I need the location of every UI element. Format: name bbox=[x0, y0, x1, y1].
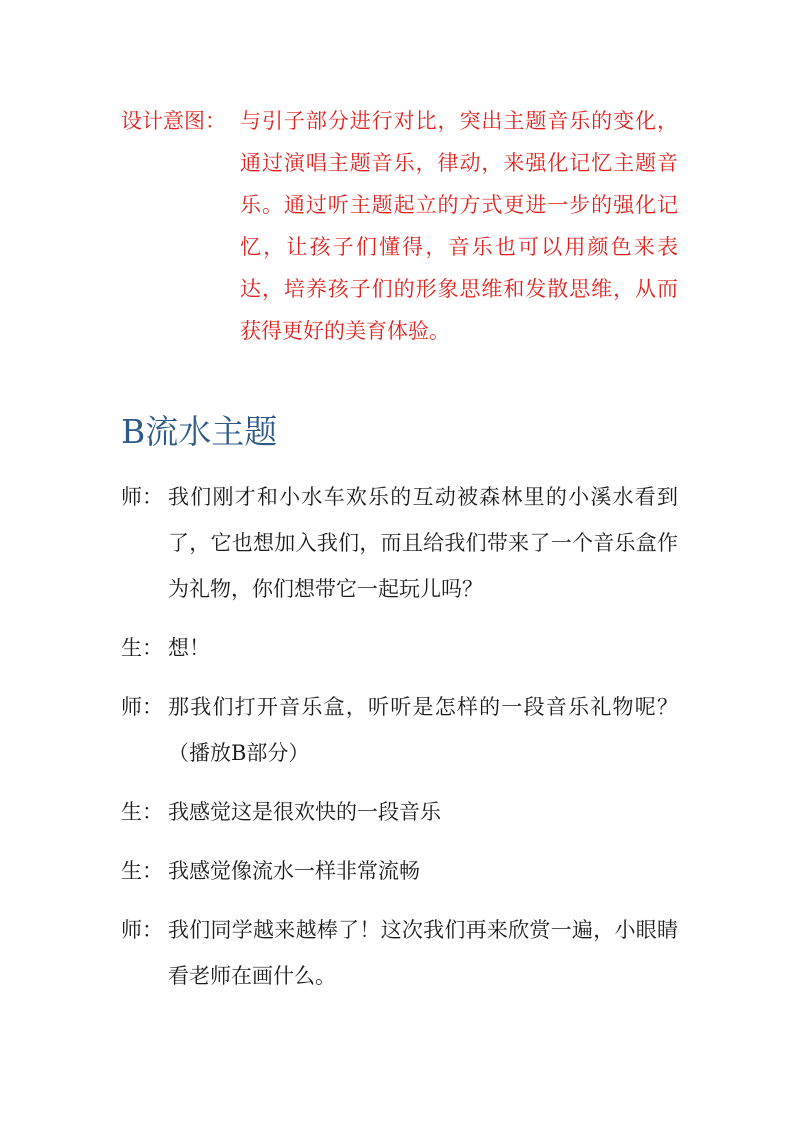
dialogue-line bbox=[121, 907, 681, 999]
dialogue-text: 我们同学越来越棒了！这次我们再来欣赏一遍，小眼睛看老师在画什么。 bbox=[168, 918, 678, 988]
dialogue-line bbox=[121, 625, 681, 671]
dialogue-line bbox=[121, 848, 681, 894]
dialogue-list bbox=[121, 474, 681, 1012]
dialogue-text: 我感觉这是很欢快的一段音乐 bbox=[168, 800, 441, 824]
dialogue-text: 我们刚才和小水车欢乐的互动被森林里的小溪水看到了，它也想加入我们，而且给我们带来了一个音乐盒作为礼物，你们想带它一起玩儿吗？ bbox=[168, 485, 678, 601]
dialogue-line bbox=[121, 684, 681, 776]
speaker-label: 师： bbox=[121, 485, 163, 509]
dialogue-text: 我感觉像流水一样非常流畅 bbox=[168, 859, 420, 883]
design-intent-text: 与引子部分进行对比，突出主题音乐的变化，通过演唱主题音乐，律动，来强化记忆主题音乐。通过听主题起立的方式更进一步的强化记忆，让孩子们懂得，音乐也可以用颜色来表达，培养孩子们的形象思维和发散思维，从而获得更好的美育体验。 bbox=[240, 109, 678, 343]
dialogue-line bbox=[121, 789, 681, 835]
speaker-label: 师： bbox=[121, 918, 163, 942]
dialogue-line bbox=[121, 474, 681, 612]
design-intent-label: 设计意图： bbox=[121, 109, 226, 133]
section-heading: B流水主题 bbox=[121, 412, 278, 451]
speaker-label: 师： bbox=[121, 695, 163, 719]
design-intent-block bbox=[121, 100, 681, 352]
speaker-label: 生： bbox=[121, 800, 163, 824]
dialogue-text: 想！ bbox=[168, 636, 210, 660]
dialogue-text: 那我们打开音乐盒，听听是怎样的一段音乐礼物呢？（播放B部分） bbox=[168, 695, 678, 765]
speaker-label: 生： bbox=[121, 859, 163, 883]
speaker-label: 生： bbox=[121, 636, 163, 660]
